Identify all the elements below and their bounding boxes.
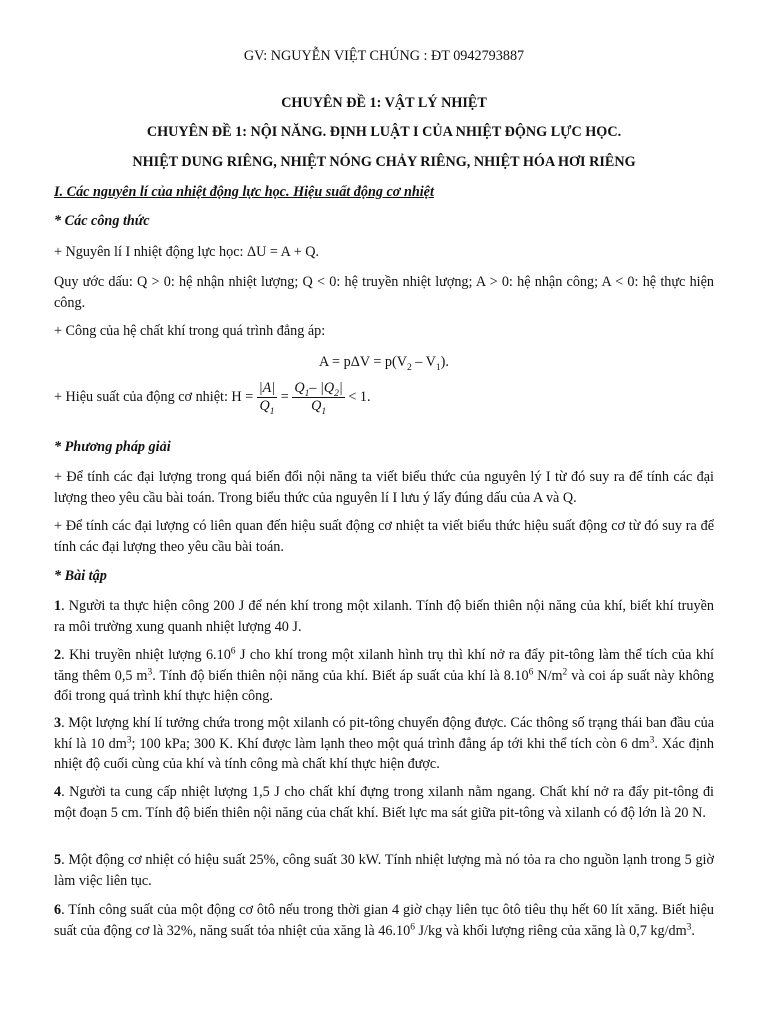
author-header: GV: NGUYỄN VIỆT CHÚNG : ĐT 0942793887: [243, 48, 525, 64]
topic-subtitle: NHIỆT DUNG RIÊNG, NHIỆT NÓNG CHẢY RIÊNG, NHIỆT HÓA HƠI RIÊNG: [132, 154, 636, 170]
efficiency-formula: + Hiệu suất của động cơ nhiệt: H = $\frac{|A|}{Q_1}$ = $\frac{Q_1- |Q_2|}{Q_1}$ < 1.: [54, 380, 371, 417]
exercises-heading: * Bài tập: [54, 568, 107, 584]
exercise-3: 3. Một lượng khí lí tưởng chứa trong một xilanh có pit-tông chuyển động được. Các thông số trạng thái ban đầu của khí là 10 $dm^3$; 100 kPa; 300 K. Khí được làm lạnh theo một quá trình đẳng áp tới khi thể tích còn 6 $dm^3$. Xác định nhiệt độ cuối cùng của khí và tính công mà chất khí thực hiện được.: [54, 715, 714, 773]
exercise-6: 6. Tính công suất của một động cơ ôtô nếu trong thời gian 4 giờ chạy liên tục ôtô tiêu thụ hết 60 lít xăng. Biết hiệu suất của động cơ là 32%, năng suất tỏa nhiệt của xăng là 46.10$^6$ J/kg và khối lượng riêng của xăng là 0,7 $kg/dm^3$.: [54, 902, 714, 939]
exercise-1: 1. Người ta thực hiện công 200 J để nén khí trong một xilanh. Tính độ biến thiên nội năng của khí, biết khí truyền ra môi trường xung quanh nhiệt lượng 40 J.: [54, 598, 714, 635]
fraction-q1-minus-q2: $\frac{Q_1- |Q_2|}{Q_1}$: [294, 380, 343, 417]
method-heading: * Phương pháp giải: [54, 439, 171, 455]
method-paragraph-1: + Để tính các đại lượng trong quá biến đổi nội năng ta viết biểu thức của nguyên lý I từ đó suy ra để tính các đại lượng theo yêu cầu bài toán. Trong biểu thức của nguyên lí I lưu ý lấy đúng dấu của A và Q.: [54, 469, 714, 506]
first-law-text: + Nguyên lí I nhiệt động lực học: ΔU = A + Q.: [54, 244, 320, 260]
method-paragraph-2: + Để tính các đại lượng có liên quan đến hiệu suất động cơ nhiệt ta viết biểu thức hiệu suất động cơ từ đó suy ra để tính các đại lượng theo yêu cầu bài toán.: [54, 518, 714, 555]
fraction-a-over-q1: $\frac{|A|}{Q_1}$: [258, 380, 276, 417]
exercise-5: 5. Một động cơ nhiệt có hiệu suất 25%, công suất 30 kW. Tính nhiệt lượng mà nó tỏa ra cho nguồn lạnh trong 5 giờ làm việc liên tục.: [54, 852, 714, 889]
work-formula: $A = p\Delta V = p(V_2 - V_1)$.: [319, 354, 449, 373]
exercise-4: 4. Người ta cung cấp nhiệt lượng 1,5 J cho chất khí đựng trong xilanh nằm ngang. Chất khí nở ra đẩy pit-tông đi một đoạn 5 cm. Tính độ biến thiên nội năng của chất khí. Biết lực ma sát giữa pit-tông và xilanh có độ lớn là 20 N.: [54, 784, 714, 821]
topic-title: CHUYÊN ĐỀ 1: NỘI NĂNG. ĐỊNH LUẬT I CỦA NHIỆT ĐỘNG LỰC HỌC.: [146, 124, 622, 140]
formulas-heading: * Các công thức: [54, 213, 150, 229]
sign-convention: Quy ước dấu: Q > 0: hệ nhận nhiệt lượng; Q < 0: hệ truyền nhiệt lượng; A > 0: hệ nhận công; A < 0: hệ thực hiện công.: [54, 274, 714, 311]
exercise-2: 2. Khi truyền nhiệt lượng 6.10$^6$ J cho khí trong một xilanh hình trụ thì khí nở ra đẩy pit-tông làm thể tích của khí tăng thêm 0,5 $m^3$. Tính độ biến thiên nội năng của khí. Biết áp suất của khí là 8.10$^6$ $N/m^2$ và coi áp suất này không đổi trong quá trình khí thực hiện công.: [54, 646, 714, 705]
work-text: + Công của hệ chất khí trong quá trình đẳng áp:: [54, 323, 326, 339]
document-title: CHUYÊN ĐỀ 1: VẬT LÝ NHIỆT: [281, 95, 487, 111]
section-heading: I. Các nguyên lí của nhiệt động lực học. Hiệu suất động cơ nhiệt: [54, 184, 434, 200]
